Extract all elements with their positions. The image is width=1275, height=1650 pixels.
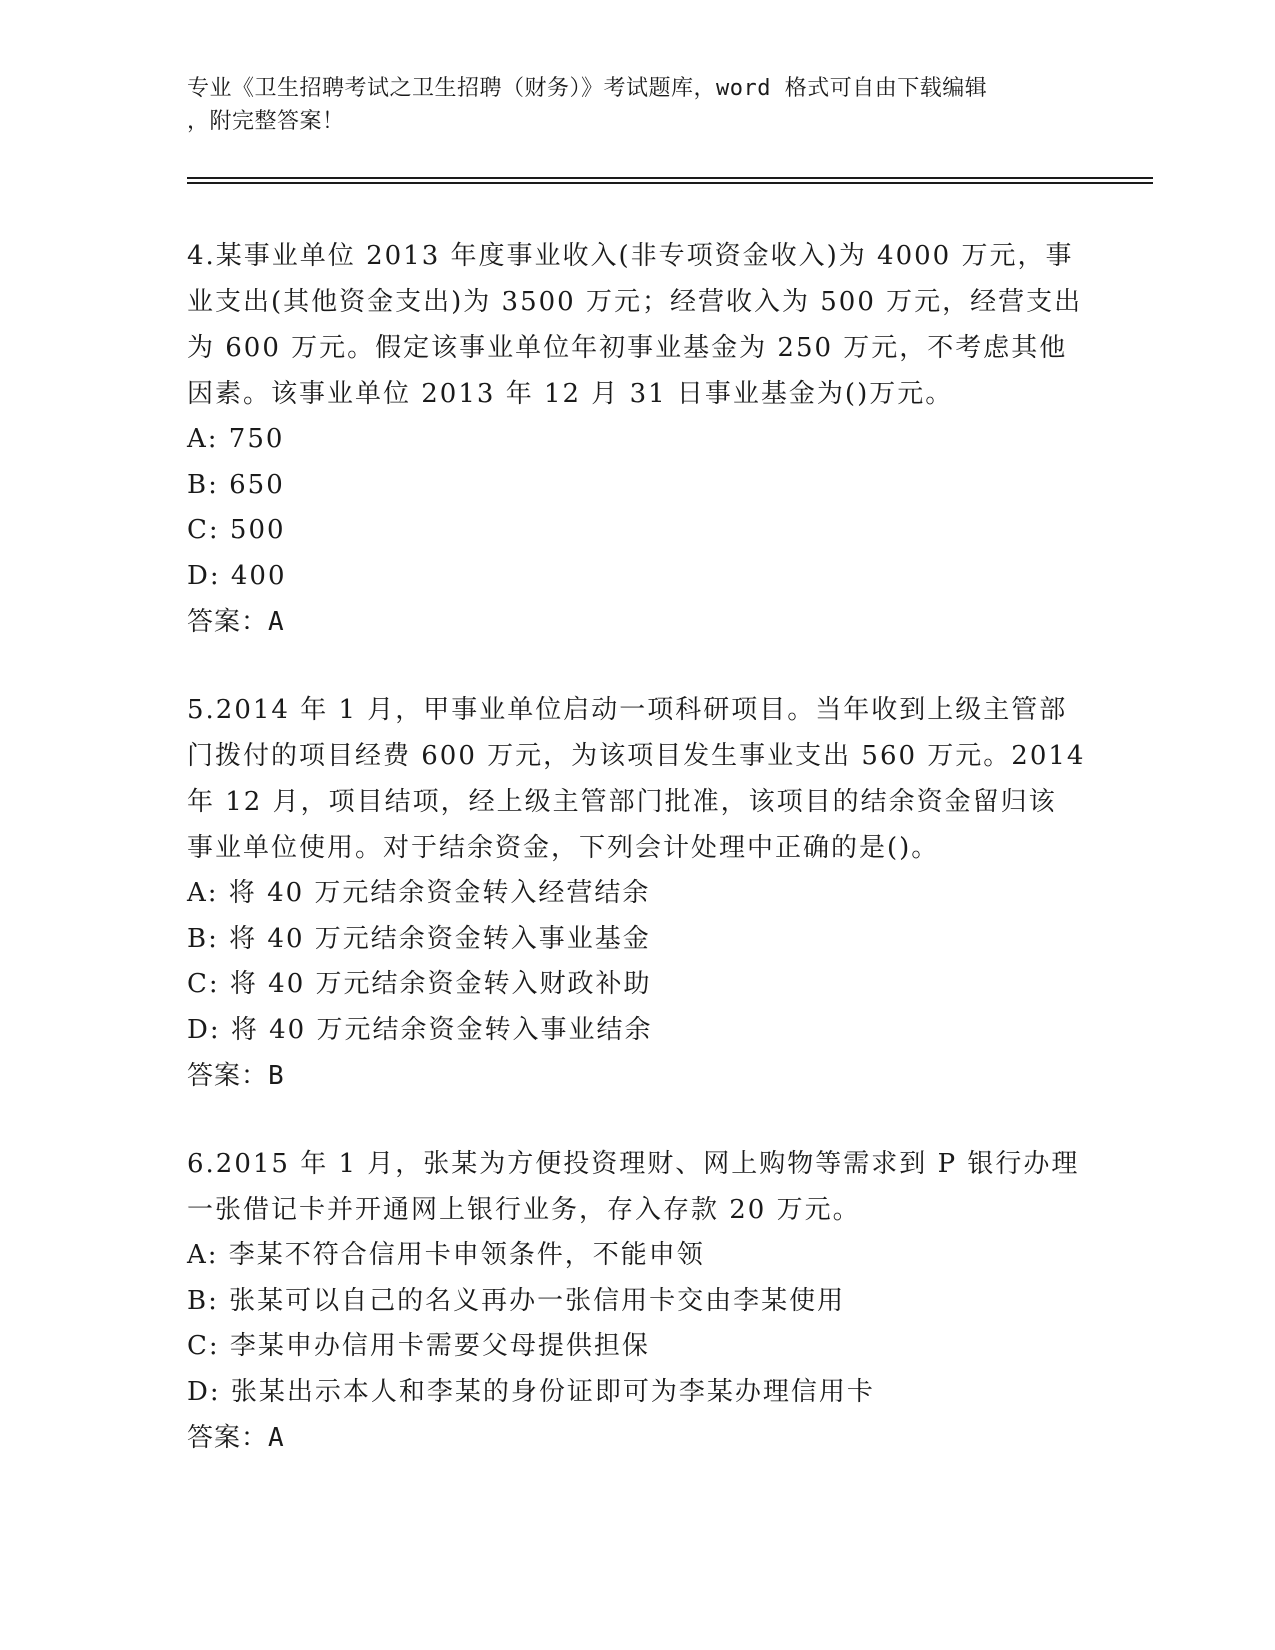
- question-stem-line: 门拨付的项目经费 600 万元，为该项目发生事业支出 560 万元。2014: [187, 741, 1086, 771]
- option-a: A: 李某不符合信用卡申领条件，不能申领: [187, 1240, 705, 1270]
- answer-line: 答案：A: [187, 1423, 285, 1453]
- option-d: D: 400: [187, 560, 287, 591]
- question-6: [187, 1141, 1087, 1461]
- question-stem-line: 一张借记卡并开通网上银行业务，存入存款 20 万元。: [187, 1195, 861, 1225]
- option-b: B: 将 40 万元结余资金转入事业基金: [187, 923, 651, 954]
- option-a: A: 750: [187, 424, 285, 454]
- option-d: D: 张某出示本人和李某的身份证即可为李某办理信用卡: [187, 1376, 875, 1407]
- question-stem-line: 为 600 万元。假定该事业单位年初事业基金为 250 万元，不考虑其他: [187, 333, 1068, 363]
- option-c: C: 500: [187, 515, 286, 545]
- question-stem-line: 年 12 月，项目结项，经上级主管部门批准，该项目的结余资金留归该: [187, 787, 1057, 817]
- question-stem-line: 6.2015 年 1 月，张某为方便投资理财、网上购物等需求到 P 银行办理: [187, 1149, 1080, 1179]
- header-divider-bottom: [187, 182, 1153, 184]
- question-stem-line: 业支出(其他资金支出)为 3500 万元；经营收入为 500 万元，经营支出: [187, 287, 1083, 317]
- option-a: A: 将 40 万元结余资金转入经营结余: [187, 878, 651, 908]
- option-b: B: 650: [187, 469, 285, 500]
- answer-line: 答案：B: [187, 1061, 285, 1091]
- document-header: [187, 72, 1067, 138]
- question-stem-line: 事业单位使用。对于结余资金，下列会计处理中正确的是()。: [187, 833, 940, 863]
- option-b: B: 张某可以自己的名义再办一张信用卡交由李某使用: [187, 1285, 846, 1316]
- question-stem-line: 因素。该事业单位 2013 年 12 月 31 日事业基金为()万元。: [187, 379, 954, 409]
- question-4: [187, 233, 1087, 645]
- option-c: C: 李某申办信用卡需要父母提供担保: [187, 1331, 650, 1361]
- header-line-2: ，附完整答案！: [187, 109, 345, 134]
- header-divider-top: [187, 177, 1153, 179]
- question-stem-line: 5.2014 年 1 月，甲事业单位启动一项科研项目。当年收到上级主管部: [187, 695, 1068, 725]
- option-d: D: 将 40 万元结余资金转入事业结余: [187, 1014, 653, 1045]
- option-c: C: 将 40 万元结余资金转入财政补助: [187, 969, 652, 999]
- header-line-1: 专业《卫生招聘考试之卫生招聘（财务）》考试题库，word 格式可自由下载编辑: [187, 76, 988, 101]
- answer-line: 答案：A: [187, 607, 285, 637]
- question-5: [187, 687, 1087, 1099]
- question-stem-line: 4.某事业单位 2013 年度事业收入(非专项资金收入)为 4000 万元，事: [187, 241, 1074, 271]
